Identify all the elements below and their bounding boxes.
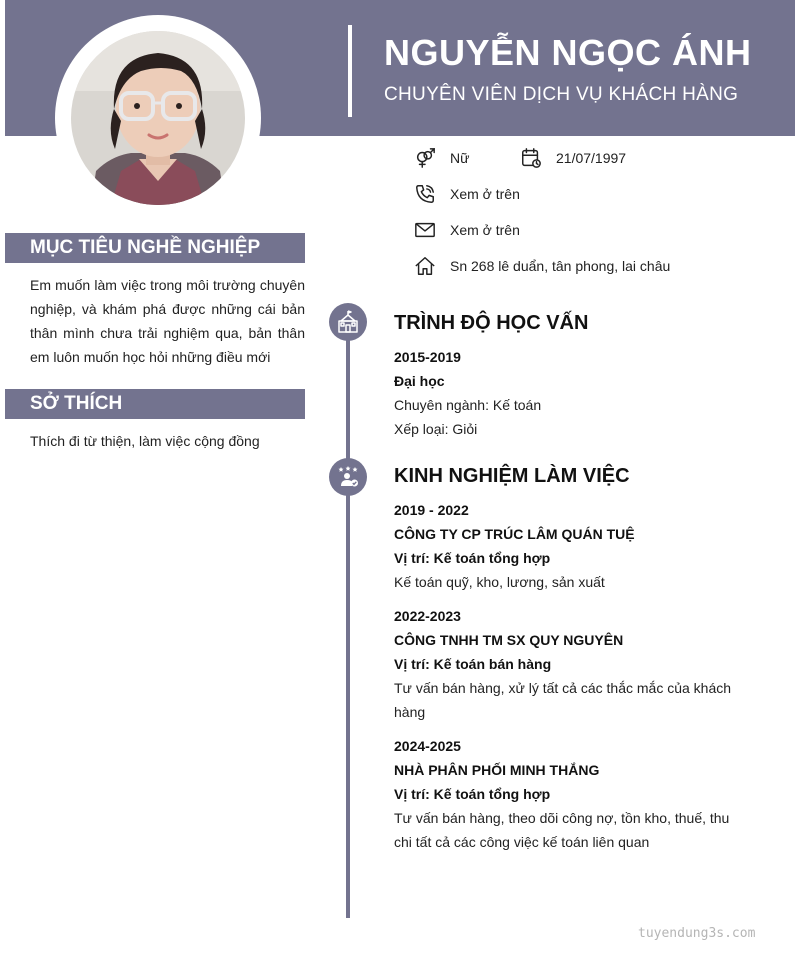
experience-1-company: CÔNG TY CP TRÚC LÂM QUÁN TUỆ bbox=[394, 526, 635, 542]
experience-3-description: Tư vấn bán hàng, theo dõi công nợ, tồn kho, thuế, thu chi tất cả các công việc kế toán liên quan bbox=[394, 810, 730, 850]
address-value: Sn 268 lê duẩn, tân phong, lai châu bbox=[450, 258, 671, 274]
avatar bbox=[71, 31, 245, 205]
email-value: Xem ở trên bbox=[450, 222, 520, 238]
school-icon bbox=[336, 310, 360, 334]
birthday-value: 21/07/1997 bbox=[556, 150, 627, 166]
contact-gender bbox=[414, 147, 469, 169]
experience-1-description: Kế toán quỹ, kho, lương, sản xuất bbox=[394, 574, 605, 590]
calendar-icon bbox=[520, 147, 542, 169]
education-grade: Xếp loại: Giỏi bbox=[394, 421, 478, 437]
contact-phone bbox=[414, 183, 520, 205]
objective-heading: MỤC TIÊU NGHỀ NGHIỆP bbox=[5, 233, 305, 263]
gender-value: Nữ bbox=[450, 150, 470, 166]
experience-1-position: Vị trí: Kế toán tổng hợp bbox=[394, 550, 551, 566]
contact-birthday bbox=[520, 147, 626, 169]
gender-icon bbox=[414, 147, 436, 169]
mail-icon bbox=[414, 219, 436, 241]
experience-icon-badge bbox=[329, 458, 367, 496]
phone-icon bbox=[414, 183, 436, 205]
contact-address bbox=[414, 255, 670, 277]
education-major: Chuyên ngành: Kế toán bbox=[394, 397, 542, 413]
experience-2-description: Tư vấn bán hàng, xử lý tất cả các thắc mắc của khách hàng bbox=[394, 680, 732, 720]
hobbies-heading: SỞ THÍCH bbox=[5, 389, 305, 419]
phone-value: Xem ở trên bbox=[450, 186, 520, 202]
hobbies-text: Thích đi từ thiện, làm việc cộng đồng bbox=[30, 433, 260, 449]
experience-heading: KINH NGHIỆM LÀM VIỆC bbox=[394, 465, 630, 487]
experience-2-period: 2022-2023 bbox=[394, 608, 461, 624]
home-icon bbox=[414, 255, 436, 277]
education-heading: TRÌNH ĐỘ HỌC VẤN bbox=[394, 312, 589, 334]
experience-3-company: NHÀ PHÂN PHỐI MINH THẮNG bbox=[394, 762, 600, 778]
experience-3-period: 2024-2025 bbox=[394, 738, 461, 754]
education-degree: Đại học bbox=[394, 373, 445, 389]
education-icon-badge bbox=[329, 303, 367, 341]
candidate-name: NGUYỄN NGỌC ÁNH bbox=[384, 32, 752, 73]
contact-email bbox=[414, 219, 520, 241]
education-period: 2015-2019 bbox=[394, 349, 461, 365]
experience-1-period: 2019 - 2022 bbox=[394, 502, 469, 518]
avatar-photo bbox=[71, 31, 245, 205]
experience-3-position: Vị trí: Kế toán tổng hợp bbox=[394, 786, 551, 802]
watermark: tuyendung3s.com bbox=[638, 926, 756, 941]
team-icon bbox=[336, 465, 360, 489]
header-divider bbox=[348, 25, 352, 117]
objective-text: Em muốn làm việc trong môi trường chuyên nghiệp, và khám phá được những cái bản thân mình chưa trải nghiệm qua, bản thân em luôn muốn học hỏi những điều mới bbox=[30, 277, 305, 365]
experience-2-position: Vị trí: Kế toán bán hàng bbox=[394, 656, 552, 672]
timeline-line bbox=[346, 320, 350, 918]
experience-2-company: CÔNG TNHH TM SX QUY NGUYÊN bbox=[394, 632, 624, 648]
candidate-title: CHUYÊN VIÊN DỊCH VỤ KHÁCH HÀNG bbox=[384, 84, 739, 105]
